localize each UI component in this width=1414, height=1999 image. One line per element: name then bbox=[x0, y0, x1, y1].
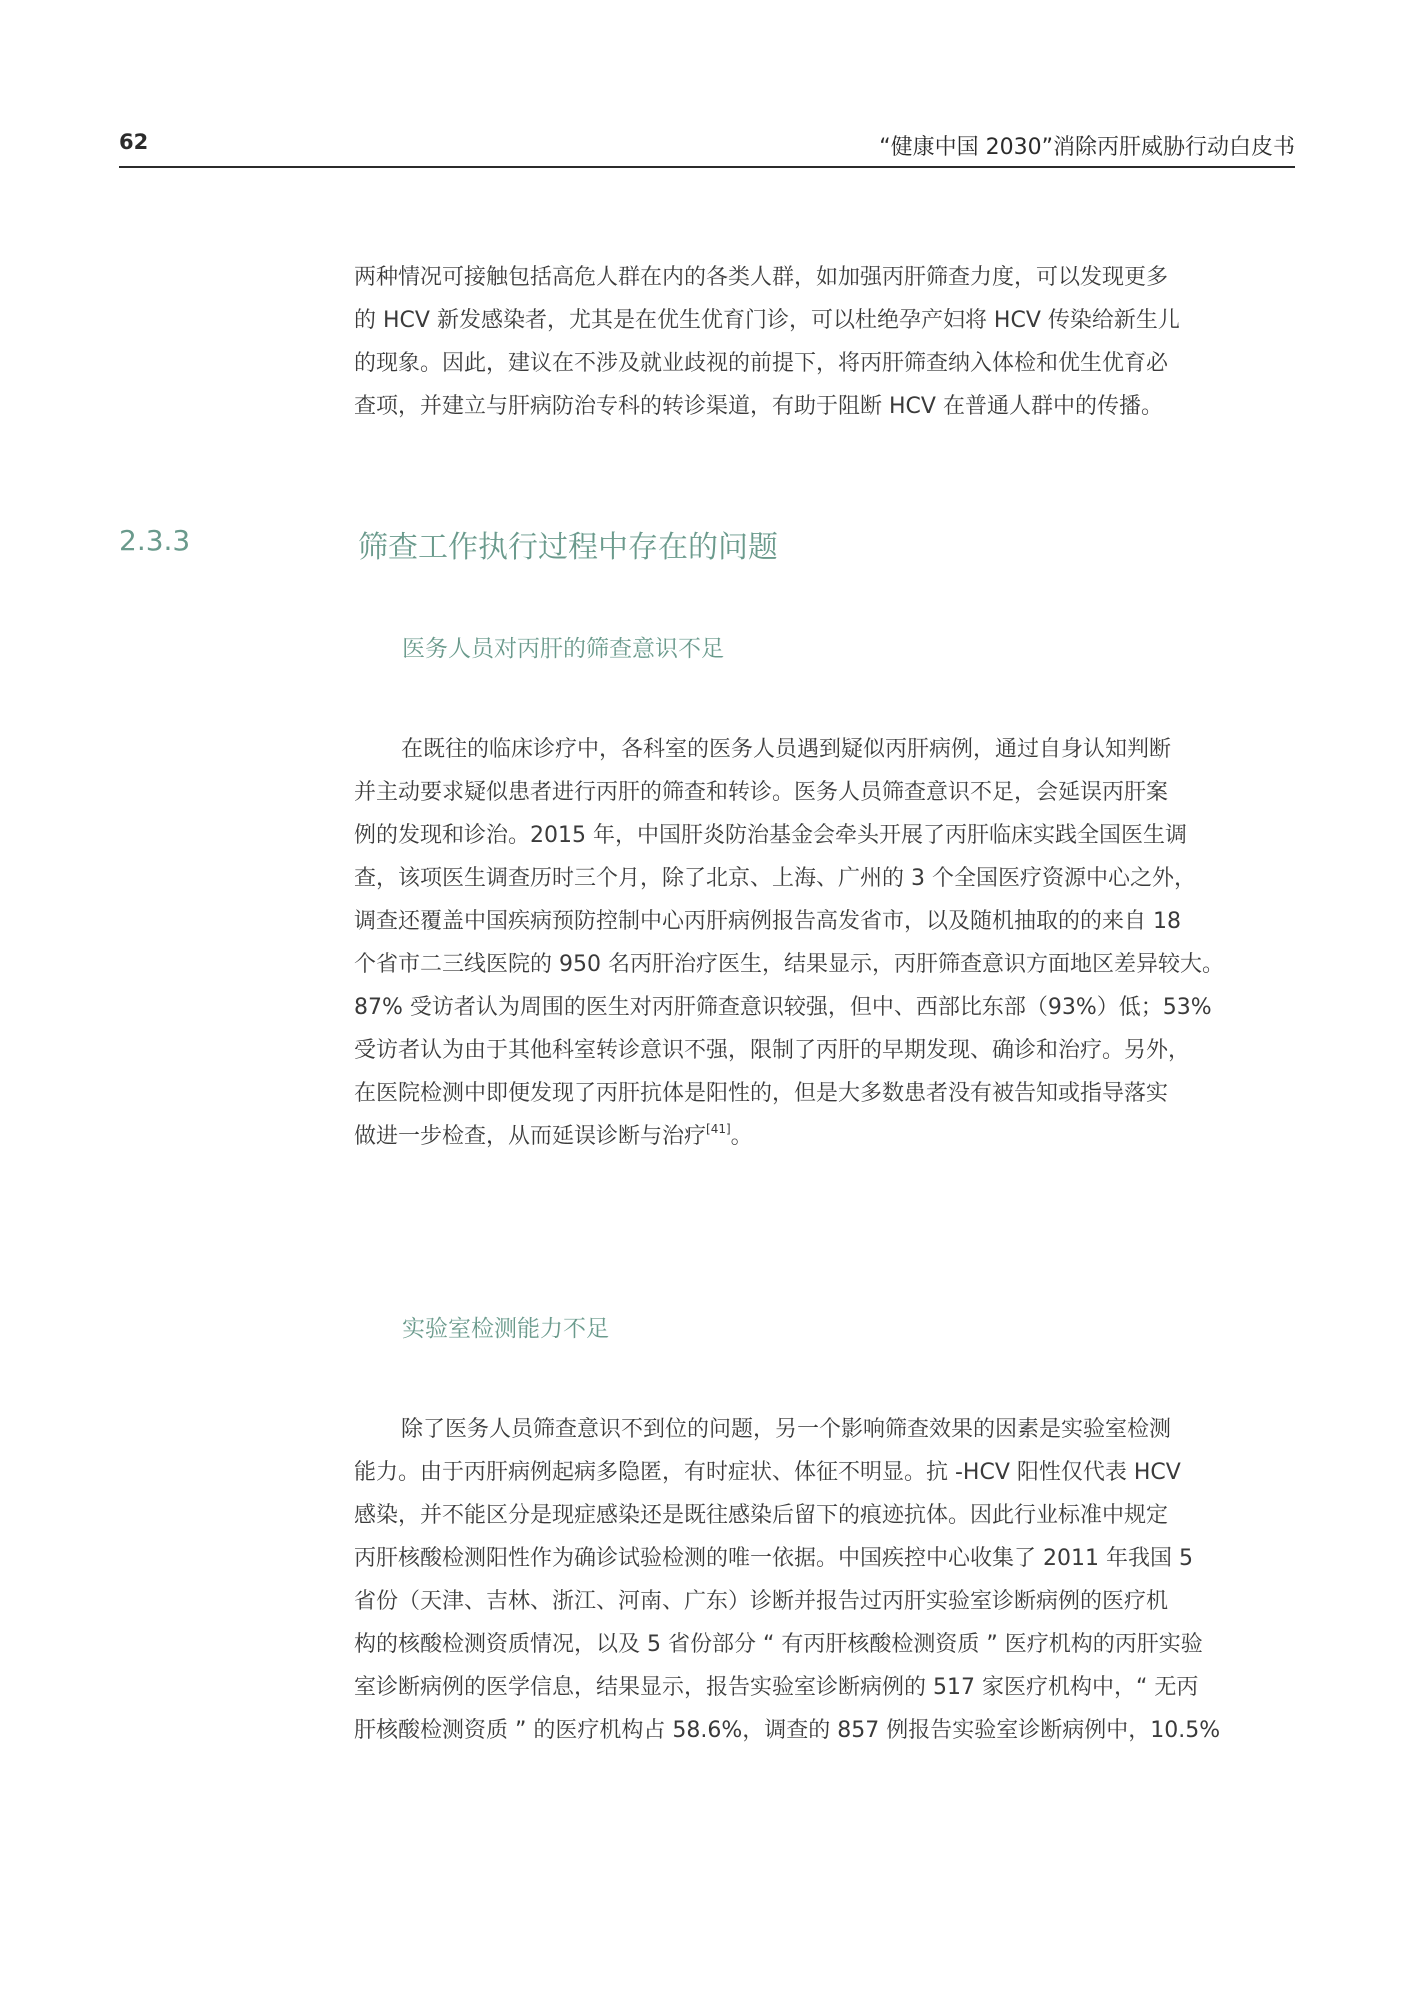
paragraph-line: 丙肝核酸检测阳性作为确诊试验检测的唯一依据。中国疾控中心收集了 2011 年我国 5 bbox=[354, 1546, 1193, 1571]
subsection-2-paragraph bbox=[354, 1408, 1295, 1752]
intro-paragraph bbox=[354, 256, 1295, 428]
header-rule bbox=[119, 166, 1295, 168]
paragraph-line: 个省市二三线医院的 950 名丙肝治疗医生，结果显示，丙肝筛查意识方面地区差异较大。 bbox=[354, 952, 1224, 977]
running-title: “健康中国 2030”消除丙肝威胁行动白皮书 bbox=[879, 135, 1295, 160]
paragraph-line: 肝核酸检测资质 ” 的医疗机构占 58.6%，调查的 857 例报告实验室诊断病例中，10.5% bbox=[354, 1718, 1221, 1743]
section-title: 筛查工作执行过程中存在的问题 bbox=[358, 530, 778, 565]
paragraph-line: 的 HCV 新发感染者，尤其是在优生优育门诊，可以杜绝孕产妇将 HCV 传染给新生儿 bbox=[354, 308, 1180, 333]
paragraph-line: 受访者认为由于其他科室转诊意识不强，限制了丙肝的早期发现、确诊和治疗。另外， bbox=[354, 1038, 1191, 1063]
subsection-heading: 实验室检测能力不足 bbox=[402, 1316, 609, 1342]
paragraph-line: 的现象。因此，建议在不涉及就业歧视的前提下，将丙肝筛查纳入体检和优生优育必 bbox=[354, 351, 1169, 376]
subsection-heading: 医务人员对丙肝的筛查意识不足 bbox=[402, 636, 724, 662]
paragraph-line: 感染，并不能区分是现症感染还是既往感染后留下的痕迹抗体。因此行业标准中规定 bbox=[354, 1503, 1169, 1528]
paragraph-line: 构的核酸检测资质情况，以及 5 省份部分 “ 有丙肝核酸检测资质 ” 医疗机构的丙肝实验 bbox=[354, 1632, 1203, 1657]
paragraph-line bbox=[354, 1115, 1295, 1158]
page-number: 62 bbox=[119, 130, 149, 154]
paragraph-line: 省份（天津、吉林、浙江、河南、广东）诊断并报告过丙肝实验室诊断病例的医疗机 bbox=[354, 1589, 1169, 1614]
line-text: 做进一步检查，从而延误诊断与治疗 bbox=[354, 1124, 707, 1149]
paragraph-line: 87% 受访者认为周围的医生对丙肝筛查意识较强，但中、西部比东部（93%）低；53% bbox=[354, 995, 1212, 1020]
paragraph-line: 能力。由于丙肝病例起病多隐匿，有时症状、体征不明显。抗 -HCV 阳性仅代表 HCV bbox=[354, 1460, 1181, 1485]
paragraph-line: 在既往的临床诊疗中，各科室的医务人员遇到疑似丙肝病例，通过自身认知判断 bbox=[401, 737, 1172, 762]
paragraph-line: 例的发现和诊治。2015 年，中国肝炎防治基金会牵头开展了丙肝临床实践全国医生调 bbox=[354, 823, 1187, 848]
citation-reference[interactable]: [41] bbox=[706, 1122, 731, 1136]
paragraph-line: 两种情况可接触包括高危人群在内的各类人群，如加强丙肝筛查力度，可以发现更多 bbox=[354, 265, 1169, 290]
paragraph-line: 除了医务人员筛查意识不到位的问题，另一个影响筛查效果的因素是实验室检测 bbox=[401, 1417, 1172, 1442]
paragraph-line: 查项，并建立与肝病防治专科的转诊渠道，有助于阻断 HCV 在普通人群中的传播。 bbox=[354, 394, 1163, 419]
line-end: 。 bbox=[730, 1124, 753, 1149]
paragraph-line: 查，该项医生调查历时三个月，除了北京、上海、广州的 3 个全国医疗资源中心之外， bbox=[354, 866, 1196, 891]
subsection-1-paragraph bbox=[354, 728, 1295, 1158]
paragraph-line: 室诊断病例的医学信息，结果显示，报告实验室诊断病例的 517 家医疗机构中，“ 无丙 bbox=[354, 1675, 1199, 1700]
section-number: 2.3.3 bbox=[119, 524, 191, 557]
paragraph-line: 并主动要求疑似患者进行丙肝的筛查和转诊。医务人员筛查意识不足，会延误丙肝案 bbox=[354, 780, 1169, 805]
paragraph-line: 在医院检测中即便发现了丙肝抗体是阳性的，但是大多数患者没有被告知或指导落实 bbox=[354, 1081, 1169, 1106]
paragraph-line: 调查还覆盖中国疾病预防控制中心丙肝病例报告高发省市，以及随机抽取的的来自 18 bbox=[354, 909, 1181, 934]
